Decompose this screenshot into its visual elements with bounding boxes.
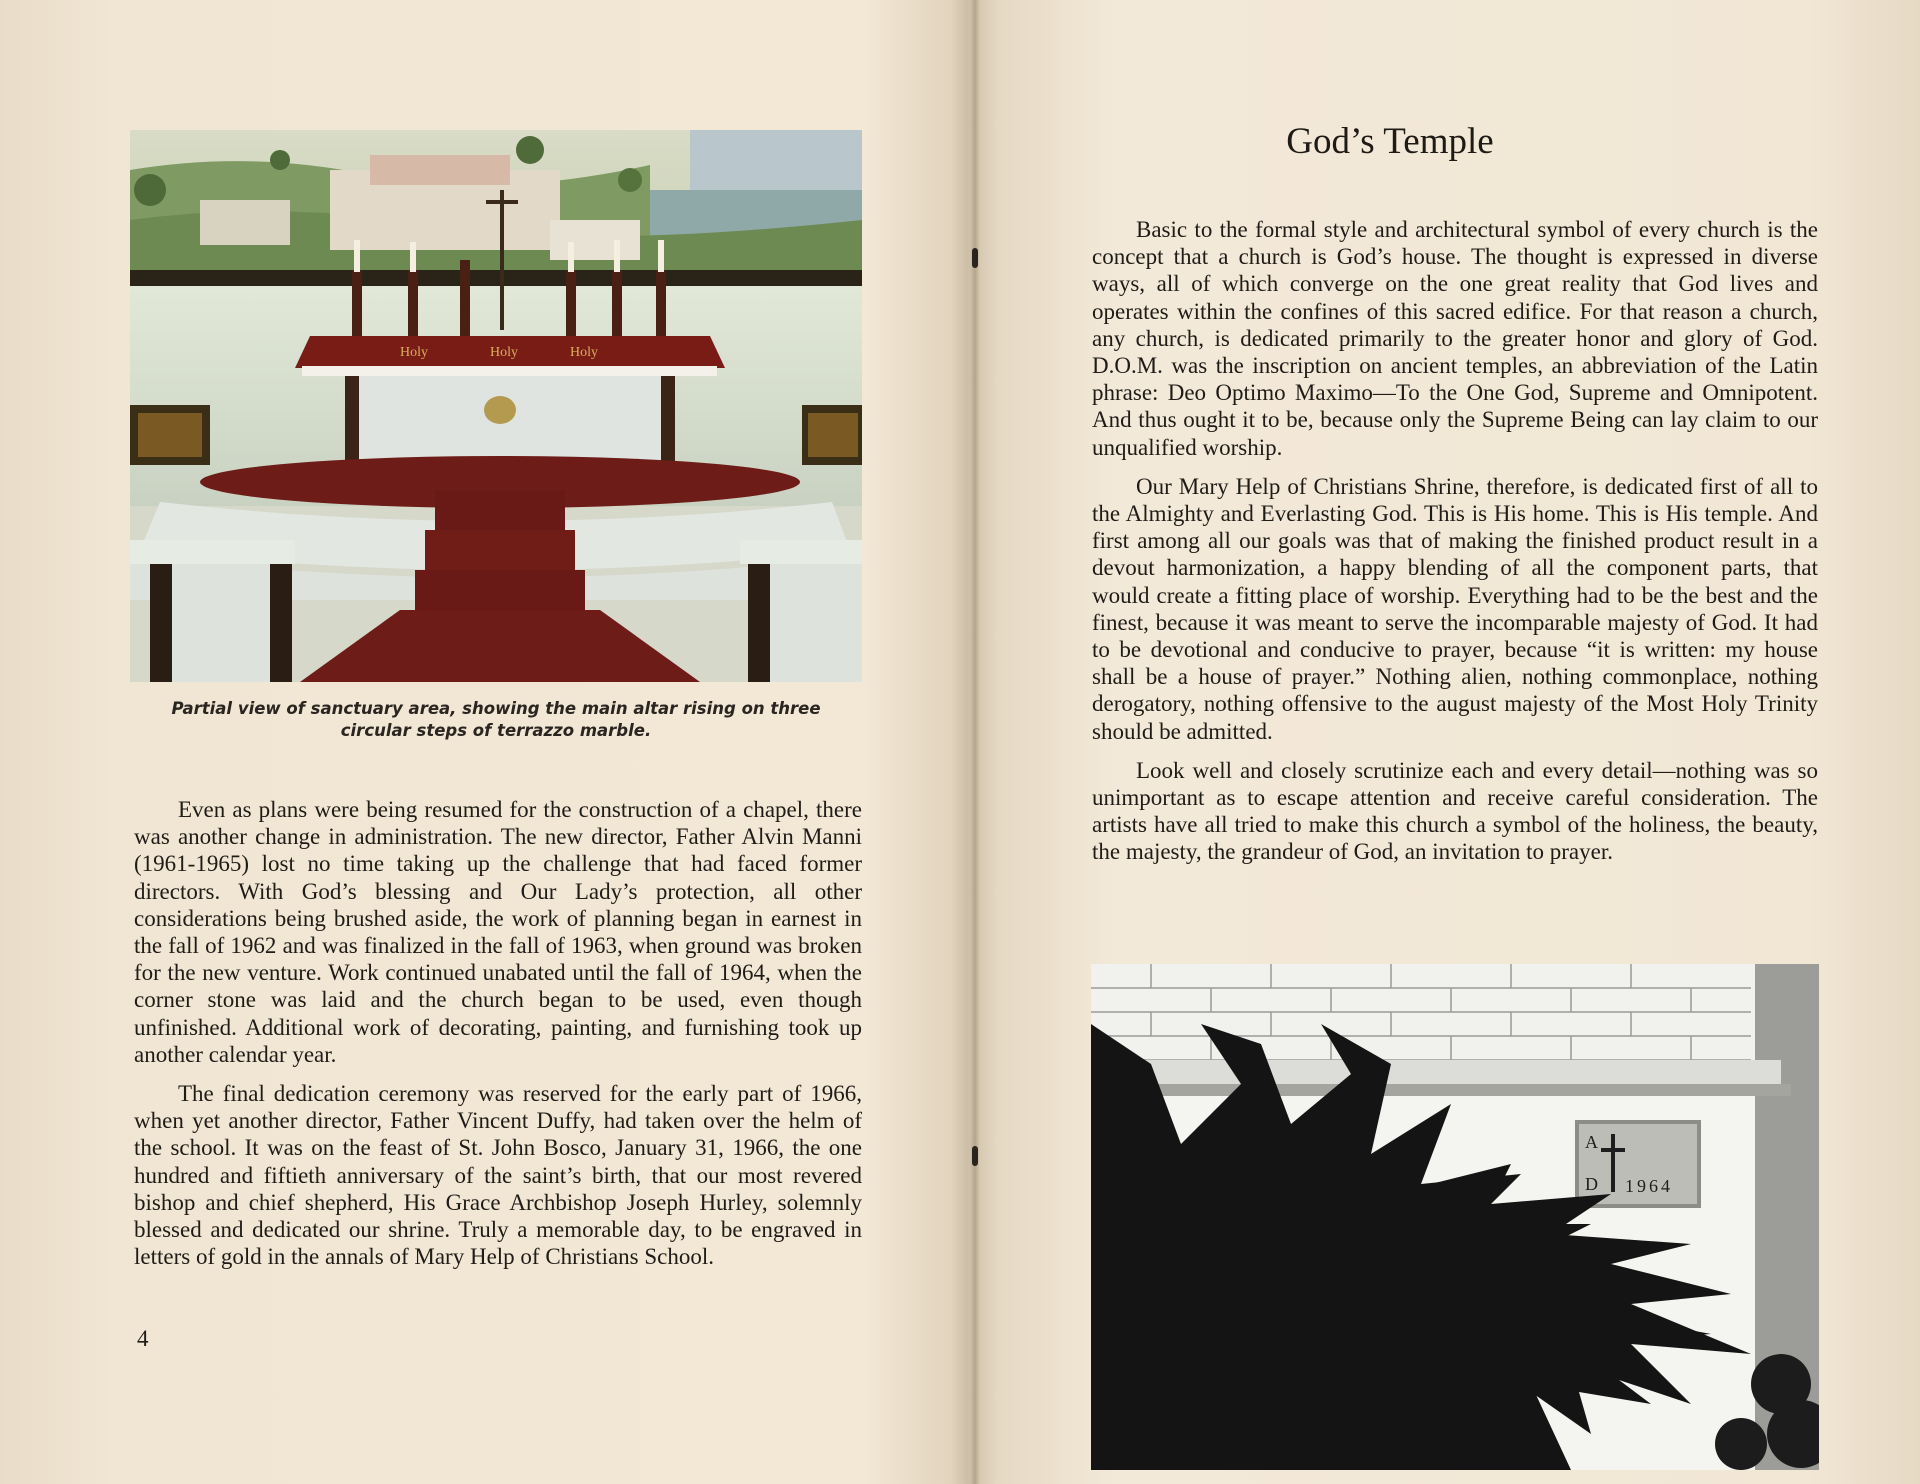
- right-paragraph-3: Look well and closely scrutinize each and every detail—nothing was so unimportant as to escape attention and receive careful consideration. The artists have all tried to make this church a symbol of the holiness, the beauty, the majesty, the grandeur of God, an invitation to prayer.: [1092, 757, 1818, 865]
- photo-caption: Partial view of sanctuary area, showing the main altar rising on three circular steps of terrazzo marble.: [171, 699, 821, 740]
- cornerstone-year: 1964: [1625, 1176, 1673, 1196]
- left-paragraph-2: The final dedication ceremony was reserved for the early part of 1966, when yet another director, Father Vincent Duffy, had taken over the helm of the school. It was on the feast of St. John Bosco, January 31, 1966, the one hundred and fiftieth anniversary of the saint’s birth, that our most revered bishop and chief shepherd, His Grace Archbishop Joseph Hurley, solemnly blessed and dedicated our shrine. Truly a memorable day, to be engraved in letters of gold in the annals of Mary Help of Christians School.: [134, 1081, 862, 1270]
- cornerstone-letter-d: D: [1585, 1174, 1598, 1194]
- right-body-text: [1092, 216, 1818, 878]
- page-number: 4: [137, 1326, 149, 1351]
- left-paragraph-1: Even as plans were being resumed for the construction of a chapel, there was another change in administration. The new director, Father Alvin Manni (1961-1965) lost no time taking up the challenge that had faced former directors. With God’s blessing and Our Lady’s protection, all other considerations being brushed aside, the work of planning began in earnest in the fall of 1962 and was finalized in the fall of 1963, when ground was broken for the new venture. Work continued unabated until the fall of 1964, when the corner stone was laid and the church began to be used, even though unfinished. Additional work of decorating, painting, and furnishing took up another calendar year.: [134, 797, 862, 1067]
- right-paragraph-2: Our Mary Help of Christians Shrine, therefore, is dedicated first of all to the Almighty and Everlasting God. This is His home. This is His temple. And first among all our goals was that of making the finished product result in a devout harmonization, a happy blending of all the component parts, that would create a fitting place of worship. Everything had to be the best and the finest, because it was meant to serve the incomparable majesty of God. It had to be devotional and conducive to prayer, because “it is written: my house shall be a house of prayer.” Nothing alien, nothing commonplace, nothing derogatory, nothing offensive to the august majesty of the Most Holy Trinity should be admitted.: [1092, 473, 1818, 744]
- cornerstone-letter-a: A: [1585, 1132, 1598, 1152]
- altar-cloth-word-1: Holy: [400, 345, 428, 360]
- altar-cloth-word-2: Holy: [490, 345, 518, 360]
- right-paragraph-1: Basic to the formal style and architectural symbol of every church is the concept that a church is God’s house. The thought is expressed in diverse ways, all of which converge on the one great reality that God lives and operates within the confines of this sacred edifice. For that reason a church, any church, is dedicated primarily to the greater honor and glory of God. D.O.M. was the inscription on ancient temples, an abbreviation of the Latin phrase: Deo Optimo Maximo—To the One God, Supreme and Omnipotent. And thus ought it to be, because only the Supreme Being can lay claim to our unqualified worship.: [1092, 217, 1818, 460]
- altar-photo: [130, 130, 862, 682]
- cornerstone-illustration: [1091, 964, 1819, 1470]
- left-body-text: [134, 796, 862, 1282]
- altar-cloth-word-3: Holy: [570, 345, 598, 360]
- altar-illustration: [130, 130, 862, 682]
- cornerstone-photo: [1091, 964, 1819, 1470]
- page-title: God’s Temple: [1286, 121, 1494, 162]
- cornerstone-cross-icon: [1611, 1134, 1615, 1192]
